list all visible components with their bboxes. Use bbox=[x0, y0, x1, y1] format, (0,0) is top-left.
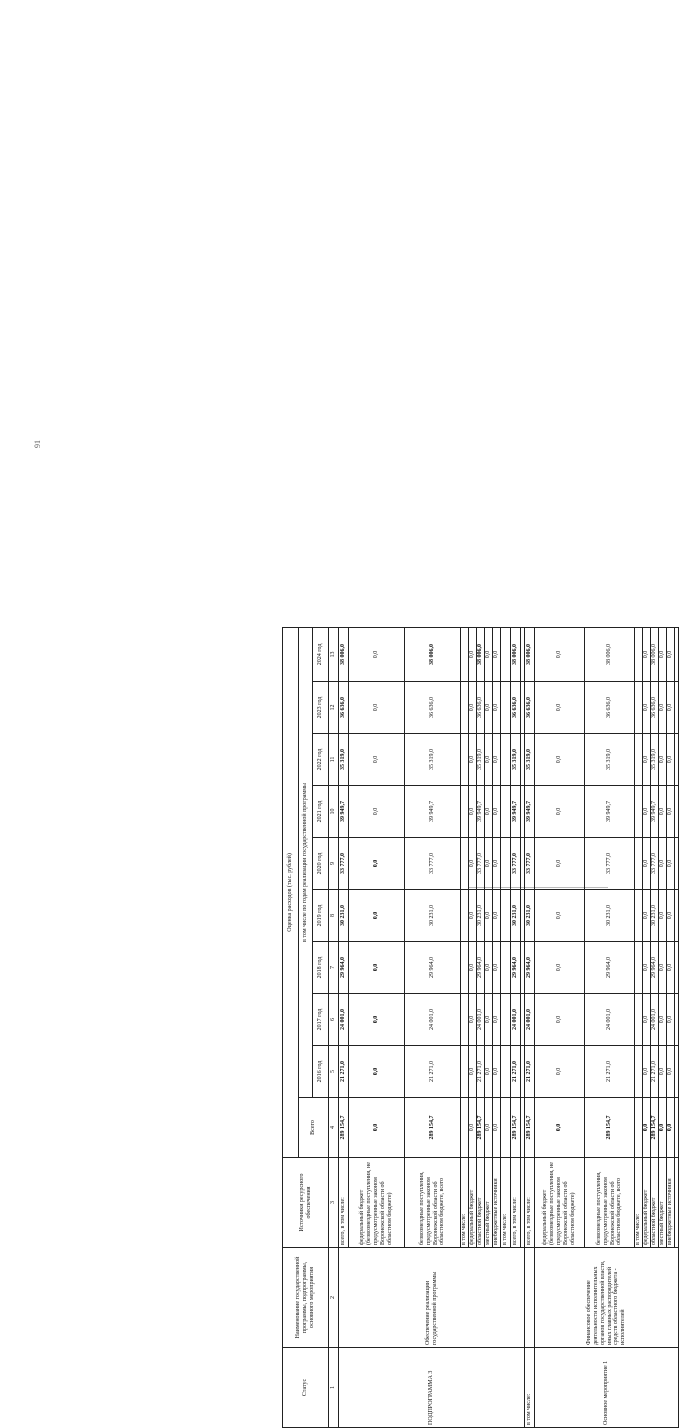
value-cell: 0,0 bbox=[643, 786, 651, 838]
value-cell: 36 636,0 bbox=[405, 682, 461, 734]
source-label: местный бюджет bbox=[659, 1158, 667, 1248]
value-cell: 0,0 bbox=[349, 734, 405, 786]
value-cell: 24 001,0 bbox=[585, 994, 635, 1046]
source-label: всего, в том числе: bbox=[511, 1158, 521, 1248]
value-cell: 0,0 bbox=[485, 942, 493, 994]
value-cell: 24 001,0 bbox=[405, 994, 461, 1046]
value-cell: 0,0 bbox=[469, 1046, 477, 1098]
value-cell: 0,0 bbox=[535, 1098, 585, 1158]
value-cell: 21 271,0 bbox=[511, 1046, 521, 1098]
value-cell: 0,0 bbox=[469, 890, 477, 942]
rotated-table-container bbox=[282, 628, 674, 1428]
source-label: федеральный бюджет (безвозмездные поступления, не предусмотренные законом Воронежской области об областном бюджете) bbox=[349, 1158, 405, 1248]
value-cell: 0,0 bbox=[535, 890, 585, 942]
value-cell: 39 949,7 bbox=[585, 786, 635, 838]
value-cell: 0,0 bbox=[643, 890, 651, 942]
value-cell: 0,0 bbox=[485, 994, 493, 1046]
value-cell: 35 319,0 bbox=[511, 734, 521, 786]
value-cell: 29 964,0 bbox=[651, 942, 659, 994]
column-number: 2 bbox=[329, 1248, 339, 1348]
value-cell: 0,0 bbox=[667, 627, 675, 681]
value-cell: 21 271,0 bbox=[405, 1046, 461, 1098]
value-cell: 0,0 bbox=[667, 994, 675, 1046]
value-cell: 39 949,7 bbox=[339, 786, 349, 838]
value-cell: 0,0 bbox=[643, 682, 651, 734]
value-cell: 0,0 bbox=[659, 786, 667, 838]
value-cell: 0,0 bbox=[659, 942, 667, 994]
value-cell: 24 001,0 bbox=[339, 994, 349, 1046]
source-label: федеральный бюджет (безвозмездные поступления, не предусмотренные законом Воронежской области об областном бюджете) bbox=[535, 1158, 585, 1248]
value-cell: 33 777,0 bbox=[405, 838, 461, 890]
value-cell: 36 636,0 bbox=[477, 682, 485, 734]
value-cell: 0,0 bbox=[659, 734, 667, 786]
value-cell: 0,0 bbox=[643, 994, 651, 1046]
value-cell: 0,0 bbox=[349, 1046, 405, 1098]
value-cell: 0,0 bbox=[469, 942, 477, 994]
header-estimate: Оценка расходов (тыс. рублей) bbox=[283, 627, 299, 1157]
header-status: Статус bbox=[283, 1348, 329, 1428]
value-cell: 0,0 bbox=[485, 734, 493, 786]
value-cell: 36 636,0 bbox=[651, 682, 659, 734]
value-cell: 38 006,0 bbox=[525, 627, 535, 681]
value-cell: 0,0 bbox=[485, 1098, 493, 1158]
value-cell: 0,0 bbox=[349, 1098, 405, 1158]
value-cell: 0,0 bbox=[659, 1098, 667, 1158]
value-cell: 33 777,0 bbox=[511, 838, 521, 890]
column-number: 13 bbox=[329, 627, 339, 681]
header-year: 2020 год bbox=[313, 838, 329, 890]
value-cell: 0,0 bbox=[659, 1046, 667, 1098]
column-number: 8 bbox=[329, 890, 339, 942]
value-cell: 30 231,0 bbox=[651, 890, 659, 942]
value-cell: 289 154,7 bbox=[405, 1098, 461, 1158]
value-cell: 0,0 bbox=[667, 786, 675, 838]
value-cell: 0,0 bbox=[659, 890, 667, 942]
value-cell: 0,0 bbox=[469, 1098, 477, 1158]
value-cell: 36 636,0 bbox=[525, 682, 535, 734]
value-cell: 38 006,0 bbox=[511, 627, 521, 681]
column-number: 11 bbox=[329, 734, 339, 786]
value-cell: 29 964,0 bbox=[525, 942, 535, 994]
value-cell: 33 777,0 bbox=[339, 838, 349, 890]
value-cell: 0,0 bbox=[643, 627, 651, 681]
column-number: 4 bbox=[329, 1098, 339, 1158]
value-cell: 0,0 bbox=[535, 942, 585, 994]
value-cell: 29 964,0 bbox=[511, 942, 521, 994]
value-cell: 0,0 bbox=[535, 838, 585, 890]
value-cell: 0,0 bbox=[493, 734, 501, 786]
value-cell: 0,0 bbox=[493, 1046, 501, 1098]
value-cell: 21 271,0 bbox=[585, 1046, 635, 1098]
value-cell: 38 006,0 bbox=[651, 627, 659, 681]
value-cell: 0,0 bbox=[349, 994, 405, 1046]
header-year: 2019 год bbox=[313, 890, 329, 942]
value-cell: 0,0 bbox=[493, 838, 501, 890]
value-cell: 289 154,7 bbox=[651, 1098, 659, 1158]
column-number: 6 bbox=[329, 994, 339, 1046]
value-cell: 33 777,0 bbox=[651, 838, 659, 890]
column-number: 3 bbox=[329, 1158, 339, 1248]
value-cell: 0,0 bbox=[485, 682, 493, 734]
column-number: 12 bbox=[329, 682, 339, 734]
value-cell: 29 964,0 bbox=[585, 942, 635, 994]
header-name: Наименование государственной программы, подпрограммы, основного мероприятия bbox=[283, 1248, 329, 1348]
value-cell: 0,0 bbox=[469, 682, 477, 734]
value-cell: 0,0 bbox=[659, 994, 667, 1046]
value-cell: 0,0 bbox=[659, 682, 667, 734]
header-year: 2023 год bbox=[313, 682, 329, 734]
podprogramma-name: Обеспечение реализации государственной программы bbox=[339, 1248, 525, 1348]
value-cell: 38 006,0 bbox=[477, 627, 485, 681]
column-number: 1 bbox=[329, 1348, 339, 1428]
value-cell: 0,0 bbox=[349, 942, 405, 994]
value-cell: 36 636,0 bbox=[585, 682, 635, 734]
source-label: всего, в том числе: bbox=[339, 1158, 349, 1248]
source-label: внебюджетные источники bbox=[667, 1158, 675, 1248]
value-cell: 0,0 bbox=[485, 890, 493, 942]
value-cell: 0,0 bbox=[667, 890, 675, 942]
value-cell: 0,0 bbox=[493, 682, 501, 734]
value-cell: 35 319,0 bbox=[525, 734, 535, 786]
value-cell: 24 001,0 bbox=[525, 994, 535, 1046]
value-cell: 0,0 bbox=[667, 1098, 675, 1158]
header-year: 2021 год bbox=[313, 786, 329, 838]
value-cell: 0,0 bbox=[535, 994, 585, 1046]
value-cell: 39 949,7 bbox=[511, 786, 521, 838]
value-cell: 0,0 bbox=[349, 838, 405, 890]
value-cell: 30 231,0 bbox=[525, 890, 535, 942]
value-cell: 0,0 bbox=[535, 734, 585, 786]
value-cell: 30 231,0 bbox=[477, 890, 485, 942]
value-cell: 30 231,0 bbox=[585, 890, 635, 942]
value-cell: 21 271,0 bbox=[477, 1046, 485, 1098]
value-cell: 0,0 bbox=[493, 994, 501, 1046]
page-number: 91 bbox=[33, 440, 42, 448]
value-cell: 0,0 bbox=[493, 627, 501, 681]
column-number: 7 bbox=[329, 942, 339, 994]
value-cell: 29 964,0 bbox=[339, 942, 349, 994]
value-cell: 0,0 bbox=[485, 1046, 493, 1098]
value-cell: 30 231,0 bbox=[511, 890, 521, 942]
source-label: в том числе: bbox=[461, 1158, 469, 1248]
value-cell: 21 271,0 bbox=[339, 1046, 349, 1098]
budget-table bbox=[282, 627, 679, 1428]
value-cell: 33 777,0 bbox=[477, 838, 485, 890]
value-cell: 0,0 bbox=[493, 942, 501, 994]
value-cell: 0,0 bbox=[535, 1046, 585, 1098]
value-cell: 0,0 bbox=[485, 627, 493, 681]
column-number: 9 bbox=[329, 838, 339, 890]
value-cell: 35 319,0 bbox=[585, 734, 635, 786]
source-label: внебюджетные источники bbox=[493, 1158, 501, 1248]
value-cell: 0,0 bbox=[659, 627, 667, 681]
value-cell: 39 949,7 bbox=[405, 786, 461, 838]
value-cell: 39 949,7 bbox=[477, 786, 485, 838]
column-number: 5 bbox=[329, 1046, 339, 1098]
header-years-caption: в том числе по годам реализации государственной программы bbox=[299, 627, 313, 1097]
source-label: в том числе: bbox=[501, 1158, 511, 1248]
value-cell: 35 319,0 bbox=[339, 734, 349, 786]
value-cell: 0,0 bbox=[643, 1046, 651, 1098]
value-cell: 38 006,0 bbox=[339, 627, 349, 681]
value-cell: 0,0 bbox=[349, 890, 405, 942]
value-cell: 0,0 bbox=[667, 838, 675, 890]
source-label: безвозмездные поступления, предусмотренные законом Воронежской области об областном бюджете, всего bbox=[585, 1158, 635, 1248]
value-cell: 38 006,0 bbox=[585, 627, 635, 681]
value-cell: 33 777,0 bbox=[585, 838, 635, 890]
header-year: 2017 год bbox=[313, 994, 329, 1046]
header-total: Всего bbox=[299, 1098, 329, 1158]
source-label: местный бюджет bbox=[485, 1158, 493, 1248]
source-label: областной бюджет bbox=[651, 1158, 659, 1248]
source-label: всего, в том числе: bbox=[525, 1158, 535, 1248]
source-label: в том числе: bbox=[635, 1158, 643, 1248]
value-cell: 0,0 bbox=[349, 682, 405, 734]
value-cell: 29 964,0 bbox=[405, 942, 461, 994]
header-source: Источники ресурсного обеспечения bbox=[283, 1158, 329, 1248]
header-year: 2016 год bbox=[313, 1046, 329, 1098]
value-cell: 0,0 bbox=[643, 942, 651, 994]
value-cell: 289 154,7 bbox=[585, 1098, 635, 1158]
value-cell: 0,0 bbox=[643, 1098, 651, 1158]
header-year: 2018 год bbox=[313, 942, 329, 994]
value-cell: 0,0 bbox=[667, 942, 675, 994]
source-label: безвозмездные поступления, предусмотренные законом Воронежской области об областном бюджете, всего bbox=[405, 1158, 461, 1248]
value-cell: 24 001,0 bbox=[511, 994, 521, 1046]
value-cell: 0,0 bbox=[493, 786, 501, 838]
value-cell: 0,0 bbox=[469, 627, 477, 681]
value-cell: 24 001,0 bbox=[651, 994, 659, 1046]
value-cell: 0,0 bbox=[643, 734, 651, 786]
value-cell: 38 006,0 bbox=[405, 627, 461, 681]
status-in-t-ch: в том числе: bbox=[525, 1348, 535, 1428]
value-cell: 0,0 bbox=[535, 786, 585, 838]
value-cell: 35 319,0 bbox=[405, 734, 461, 786]
value-cell: 30 231,0 bbox=[405, 890, 461, 942]
value-cell: 0,0 bbox=[659, 838, 667, 890]
value-cell: 21 271,0 bbox=[525, 1046, 535, 1098]
source-label: областной бюджет bbox=[477, 1158, 485, 1248]
value-cell: 0,0 bbox=[485, 786, 493, 838]
value-cell: 30 231,0 bbox=[339, 890, 349, 942]
value-cell: 0,0 bbox=[469, 734, 477, 786]
value-cell: 0,0 bbox=[469, 838, 477, 890]
value-cell: 0,0 bbox=[667, 1046, 675, 1098]
status-osn-meropriyatie: Основное мероприятие 1 bbox=[535, 1348, 679, 1428]
value-cell: 33 777,0 bbox=[525, 838, 535, 890]
value-cell: 35 319,0 bbox=[477, 734, 485, 786]
value-cell: 289 154,7 bbox=[339, 1098, 349, 1158]
value-cell: 0,0 bbox=[493, 1098, 501, 1158]
status-podprogramma: ПОДПРОГРАММА 3 bbox=[339, 1348, 525, 1428]
value-cell: 289 154,7 bbox=[511, 1098, 521, 1158]
value-cell: 0,0 bbox=[667, 734, 675, 786]
value-cell: 0,0 bbox=[485, 838, 493, 890]
value-cell: 39 949,7 bbox=[525, 786, 535, 838]
source-label: федеральный бюджет bbox=[469, 1158, 477, 1248]
value-cell: 0,0 bbox=[493, 890, 501, 942]
value-cell: 35 319,0 bbox=[651, 734, 659, 786]
value-cell: 0,0 bbox=[349, 786, 405, 838]
osn-meropriyatie-name: Финансовое обеспечение деятельности исполнительных органов государственной власти, иных главных распорядителей средств областного бюджета - исполнителей bbox=[535, 1248, 679, 1348]
column-number: 10 bbox=[329, 786, 339, 838]
value-cell: 21 271,0 bbox=[651, 1046, 659, 1098]
header-year: 2024 год bbox=[313, 627, 329, 681]
value-cell: 0,0 bbox=[667, 682, 675, 734]
value-cell: 0,0 bbox=[349, 627, 405, 681]
value-cell: 36 636,0 bbox=[339, 682, 349, 734]
value-cell: 39 949,7 bbox=[651, 786, 659, 838]
source-label: федеральный бюджет bbox=[643, 1158, 651, 1248]
value-cell: 289 154,7 bbox=[477, 1098, 485, 1158]
value-cell: 0,0 bbox=[469, 994, 477, 1046]
value-cell: 0,0 bbox=[469, 786, 477, 838]
value-cell: 36 636,0 bbox=[511, 682, 521, 734]
header-year: 2022 год bbox=[313, 734, 329, 786]
value-cell: 0,0 bbox=[535, 627, 585, 681]
value-cell: 289 154,7 bbox=[525, 1098, 535, 1158]
value-cell: 29 964,0 bbox=[477, 942, 485, 994]
value-cell: 0,0 bbox=[643, 838, 651, 890]
value-cell: 0,0 bbox=[535, 682, 585, 734]
value-cell: 24 001,0 bbox=[477, 994, 485, 1046]
